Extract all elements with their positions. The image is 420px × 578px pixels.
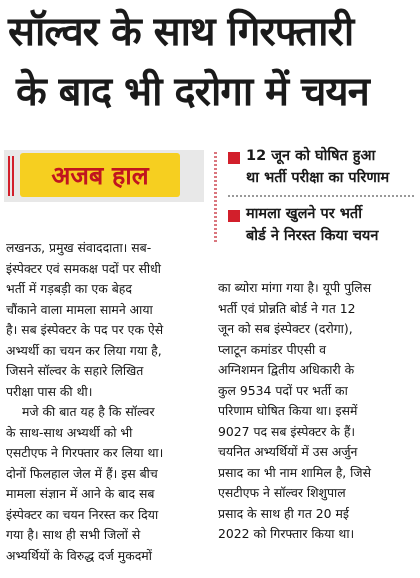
tag-label: अजब हाल bbox=[51, 161, 149, 190]
text-line: परीक्षा पास की थी। bbox=[6, 383, 93, 399]
text-line: भर्ती में गड़बड़ी का एक बेहद bbox=[6, 281, 132, 296]
bullet-icon bbox=[228, 210, 240, 222]
article-column-right bbox=[218, 278, 416, 545]
highlight-2-line-2: बोर्ड ने निरस्त किया चयन bbox=[246, 228, 379, 244]
text-line: जिसने सॉल्वर के सहारे लिखित bbox=[6, 363, 144, 378]
highlight-1-line-2: था भर्ती परीक्षा का परिणाम bbox=[246, 170, 390, 186]
text-line: गया है। साथ ही सभी जिलों से bbox=[6, 527, 141, 542]
text-line: चयनित अभ्यर्थियों में उस अर्जुन bbox=[218, 444, 358, 459]
article-column-left bbox=[6, 238, 212, 566]
text-line: 2022 को गिरफ्तार किया था। bbox=[218, 526, 355, 541]
text-line: का ब्योरा मांगा गया है। यूपी पुलिस bbox=[218, 280, 372, 295]
text-line: प्रसाद के साथ ही गत 20 मई bbox=[218, 505, 349, 521]
text-line: 9027 पद सब इंस्पेक्टर के हैं। bbox=[218, 423, 356, 439]
text-line: लखनऊ, प्रमुख संवाददाता। सब- bbox=[6, 240, 152, 255]
text-line: परिणाम घोषित किया था। इसमें bbox=[218, 403, 358, 418]
headline-line-2: के बाद भी दरोगा में चयन bbox=[16, 69, 369, 115]
text-line: इंस्पेक्टर का चयन निरस्त कर दिया bbox=[6, 506, 159, 522]
text-line: एसटीएफ ने गिरफ्तार कर लिया था। bbox=[6, 445, 164, 460]
text-line: प्रसाद का भी नाम शामिल है, जिसे bbox=[218, 464, 371, 480]
tag-stripes bbox=[8, 156, 16, 196]
bullet-icon bbox=[228, 152, 240, 164]
text-line: प्लाटून कमांडर पीएसी व bbox=[218, 341, 326, 357]
text-line: जून को सब इंस्पेक्टर (दरोगा), bbox=[218, 321, 353, 336]
text-line: अग्निशमन द्वितीय अधिकारी के bbox=[218, 362, 355, 377]
text-line: के साथ-साथ अभ्यर्थी को भी bbox=[6, 424, 133, 440]
highlight-1-line-1: 12 जून को घोषित हुआ bbox=[246, 148, 376, 164]
text-line: चौंकाने वाला मामला सामने आया bbox=[6, 301, 153, 317]
highlight-2-line-1: मामला खुलने पर भर्ती bbox=[246, 206, 362, 222]
text-line: इंस्पेक्टर एवं समकक्ष पदों पर सीधी bbox=[6, 260, 161, 276]
highlight-separator bbox=[228, 195, 414, 199]
text-line: अभ्यर्थियों के विरुद्ध दर्ज मुकदमों bbox=[6, 547, 152, 563]
text-line: मामला संज्ञान में आने के बाद सब bbox=[6, 486, 155, 501]
text-line: भर्ती एवं प्रोन्नति बोर्ड ने गत 12 bbox=[218, 300, 356, 316]
column-divider bbox=[214, 150, 217, 242]
text-line: कुल 9534 पदों पर भर्ती का bbox=[218, 382, 348, 398]
text-line: एसटीएफ ने सॉल्वर शिशुपाल bbox=[218, 485, 346, 500]
text-line: दोनों फिलहाल जेल में हैं। इस बीच bbox=[6, 465, 158, 481]
section-tag bbox=[4, 150, 204, 202]
text-line: है। सब इंस्पेक्टर के पद पर एक ऐसे bbox=[6, 322, 164, 337]
headline-line-1: सॉल्वर के साथ गिरफ्तारी bbox=[8, 9, 354, 55]
text-line: अभ्यर्थी का चयन कर लिया गया है, bbox=[6, 342, 162, 358]
text-line: मजे की बात यह है कि सॉल्वर bbox=[22, 404, 155, 419]
tag-box bbox=[20, 153, 180, 197]
